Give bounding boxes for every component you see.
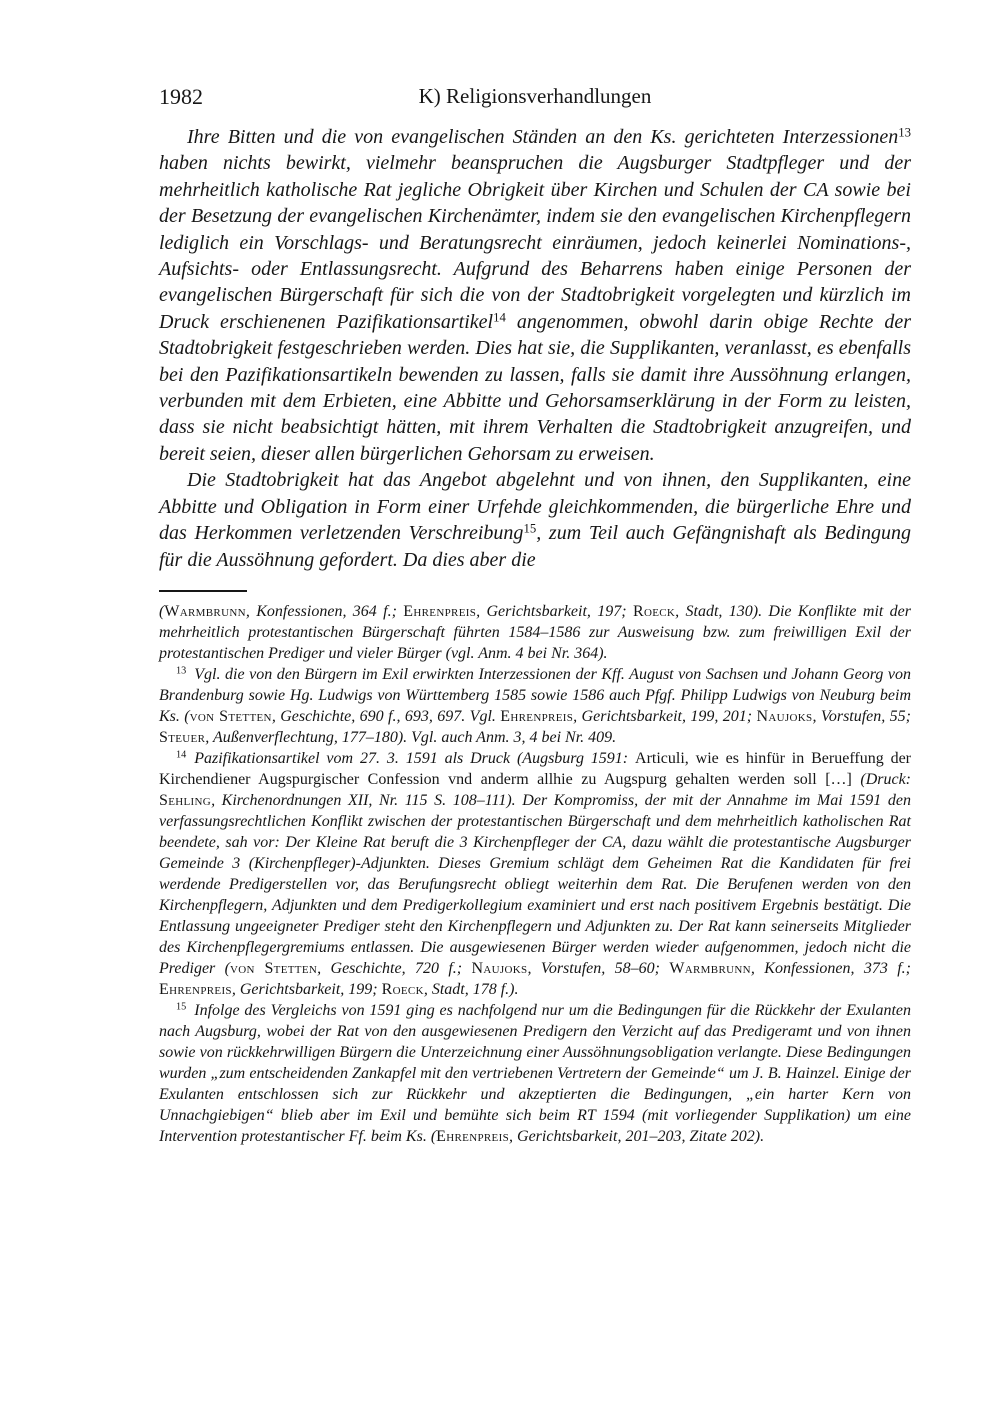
author-smallcaps: von Stetten (189, 707, 272, 725)
text-run: , Gerichtsbarkeit, 201–203, Zitate 202). (509, 1127, 765, 1145)
author-smallcaps: Warmbrunn (669, 959, 751, 977)
page-header (159, 84, 911, 112)
footnote-number: 14 (176, 749, 187, 761)
running-head: K) Religionsverhandlungen (418, 84, 652, 108)
text-run: , Stadt, 178 f.). (423, 980, 519, 998)
footnote-item (159, 664, 911, 748)
text-run: (Druck: (860, 770, 911, 788)
text-run: Pazifikationsartikel vom 27. 3. 1591 als Druck (Augsburg 1591: (194, 749, 636, 767)
author-smallcaps: Roeck (632, 602, 676, 620)
footnote-reference: 14 (493, 310, 506, 325)
author-smallcaps: Ehrenpreis (159, 980, 232, 998)
text-run: , Kirchenordnungen XII, Nr. 115 S. 108–111). Der Kompromiss, der mit der Annahme im Mai 1591 den verfassungsrechtlichen Konflikt zwischen der protestantischen Bürgerschaft und dem mehrheitlich katholischen Rat beendete, sah vor: Der Kleine Rat beruft die 3 Kirchenpfleger der CA, dazu wählt die protestantische Augsburger Gemeinde 3 (Kirchenpfleger)-Adjunkten. Dieses Gremium schlägt dem Geheimen Rat die Kandidaten für frei werdende Predigerstellen vor, das Berufungsrecht obliegt weiterhin dem Rat. Die Berufenen werden von den Kirchenpflegern, Adjunkten und dem Predigerkollegium examiniert und erst nach positivem Ergebnis bestätigt. Die Entlassung ungeeigneter Prediger steht den Kirchenpflegern und Adjunkten zu. Der Rat kann seinerseits Mitglieder des Kirchenpflegergremiums entlassen. Die ausgewiesenen Bürger werden wieder aufgenommen, jedoch nicht die Prediger ( (159, 791, 911, 977)
body-paragraph (159, 124, 911, 467)
text-block (159, 84, 911, 1147)
text-run: , Konfessionen, 373 f.; (750, 959, 912, 977)
author-smallcaps: Ehrenpreis (403, 602, 477, 620)
text-run: , Konfessionen, 364 f.; (245, 602, 404, 620)
text-run: , Gerichtsbarkeit, 197; (476, 602, 633, 620)
footnote-reference: 15 (523, 521, 537, 536)
author-smallcaps: Naujoks (756, 707, 813, 725)
page-number: 1982 (159, 84, 203, 109)
text-run: , Vorstufen, 55; (812, 707, 912, 725)
text-run: , Vorstufen, 58–60; (527, 959, 670, 977)
footnote-list (159, 664, 911, 1147)
author-smallcaps: Ehrenpreis (436, 1127, 510, 1145)
roman-quote: Articuli, wie es hinfür in Berueffung der Kirchendiener Augspurgischer Confession vnd anderm allhie zu Augspurg gehalten werden soll […] (159, 749, 911, 788)
author-smallcaps: Naujoks (471, 959, 528, 977)
text-run: , Geschichte, 690 f., 693, 697. Vgl. (271, 707, 501, 725)
author-smallcaps: Steuer (159, 728, 206, 746)
text-run: Infolge des Vergleichs von 1591 ging es nachfolgend nur um die Bedingungen für die Rückkehr der Exulanten nach Augsburg, wobei der Rat von den ausgewiesenen Predigern den Verzicht auf das Predigeramt und von ihnen sowie von rückkehrwilligen Bürgern die Unterzeichnung einer Aussöhnungsobligation verlangte. Diese Bedingungen wurden „zum entscheidenden Zankapfel mit den vertriebenen Vertretern der Gemeinde“ um J. B. Hainzel. Einige der Exulanten entschlossen sich zur Rückkehr und akzeptierten die Bedingungen, „ein harter Kern von Unnachgiebigen“ blieb aber im Exil und bemühte sich beim RT 1594 (mit vorliegender Supplikation) um eine Intervention protestantischer Ff. beim Ks. ( (159, 1001, 911, 1145)
text-run: , zum Teil auch Gefängnishaft als Bedingung für die Aussöhnung gefordert. Da dies aber die (159, 522, 912, 571)
text-run: , Geschichte, 720 f.; (317, 959, 472, 977)
author-smallcaps: Sehling (159, 791, 212, 809)
author-smallcaps: von Stetten (229, 959, 318, 977)
author-smallcaps: Ehrenpreis (500, 707, 574, 725)
text-run: , Stadt, 130). Die Konflikte mit der mehrheitlich protestantischen Bürgerschaft führten 1584–1586 zur Ausweisung bzw. zum freiwilligen Exil der protestantischen Prediger und vieler Bürger (vgl. Anm. 4 bei Nr. 364). (159, 602, 912, 662)
body-paragraphs (159, 124, 911, 573)
text-run: Ihre Bitten und die von evangelischen Ständen an den Ks. gerichteten Interzessionen (187, 126, 899, 148)
author-smallcaps: Warmbrunn (164, 602, 246, 620)
footnotes-section (159, 601, 911, 1147)
footnote-item (159, 748, 911, 1000)
text-run: angenommen, obwohl darin obige Rechte der Stadtobrigkeit festgeschrieben werden. Dies hat sie, die Supplikanten, veranlasst, es ebenfalls bei den Pazifikationsartikeln bewenden zu lassen, falls sie damit ihre Aussöhnung erlangen, verbunden mit dem Erbieten, eine Abbitte und Gehorsamserklärung in der Form zu leisten, dass sie nicht beabsichtigt hätten, mit ihrem Verhalten die Stadtobrigkeit anzugreifen, und bereit seien, dieser allen bürgerlichen Gehorsam zu erweisen. (159, 310, 911, 465)
text-run: Die Stadtobrigkeit hat das Angebot abgelehnt und von ihnen, den Supplikanten, eine Abbitte und Obligation in Form einer Urfehde gleichkommenden, die bürgerliche Ehre und das Herkommen verletzenden Verschreibung (159, 469, 911, 545)
footnote-separator (159, 590, 247, 592)
text-run: , Gerichtsbarkeit, 199, 201; (573, 707, 757, 725)
body-paragraph (159, 467, 911, 573)
text-run: Vgl. die von den Bürgern im Exil erwirkten Interzessionen der Kff. August von Sachsen und Johann Georg von Brandenburg sowie Hg. Ludwigs von Württemberg 1585 sowie 1586 auch Pfgf. Philipp Ludwigs von Neuburg beim Ks. ( (159, 665, 911, 725)
text-run: , Außenverflechtung, 177–180). Vgl. auch Anm. 3, 4 bei Nr. 409. (205, 728, 617, 746)
footnote-reference: 13 (898, 125, 911, 140)
text-run: , Gerichtsbarkeit, 199; (231, 980, 382, 998)
text-run: ( (159, 602, 165, 620)
footnote-number: 15 (176, 1001, 187, 1013)
footnote-continuation (159, 601, 911, 664)
author-smallcaps: Roeck (381, 980, 424, 998)
footnote-item (159, 1000, 911, 1147)
footnote-number: 13 (176, 665, 187, 677)
text-run: haben nichts bewirkt, vielmehr beanspruchen die Augsburger Stadtpfleger und der mehrheitlich katholische Rat jegliche Obrigkeit über Kirchen und Schulen der CA sowie bei der Besetzung der evangelischen Kirchenämter, indem sie den evangelischen Kirchenpflegern lediglich ein Vorschlags- und Beratungsrecht einräumen, jedoch keinerlei Nominations-, Aufsichts- oder Entlassungsrecht. Aufgrund des Beharrens haben einige Personen der evangelischen Bürgerschaft für sich die von der Stadtobrigkeit vorgelegten und kürzlich im Druck erschienenen Pazifikationsartikel (159, 152, 911, 333)
